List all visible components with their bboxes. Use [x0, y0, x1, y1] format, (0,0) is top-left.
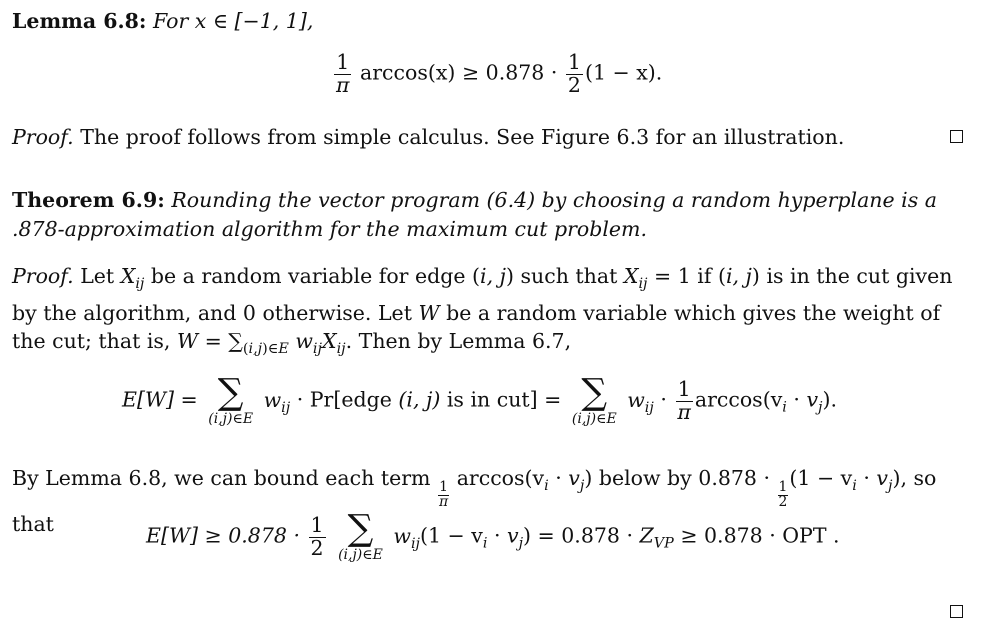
lemma-equation	[332, 52, 662, 96]
lemma-frac-1-pi: $\frac{1}{\pi}$	[336, 50, 350, 97]
lemma-label: Lemma 6.8:	[12, 9, 147, 33]
qed-box-icon	[950, 130, 963, 143]
bound-equation: E[W] ≥ 0.878 · $\frac{1}{2}$ ∑ (i,j)∈E $w_{ij}(1 - v_i \cdot v_j) = 0.878 \cdot Z_{VP} \ge 0.878$ · OPT .	[146, 508, 840, 564]
lemma-arccos: arccos(x)	[360, 60, 456, 85]
theorem-proof-paragraph: Proof. Let $X_{ij}$ be a random variable for edge (i, j) such that $X_{ij} = 1$ if (i, j) is in the cut given by the algorithm, and 0 otherwise. Let W be a random variable which gives the weight of the cut; that is, $W = \sum_{(i,j)\in E}$ $w_{ij}X_{ij}$. Then by Lemma 6.7,	[12, 264, 953, 358]
theorem-text: Rounding the vector program (6.4) by choosing a random hyperplane is a .878-approximation algorithm for the maximum cut problem.	[12, 188, 937, 241]
lemma-relation: ≥ 0.878 ·	[461, 60, 558, 85]
proof-label: Proof.	[12, 264, 74, 288]
expectation-equation: E[W] = ∑ (i,j)∈E $w_{ij}$ · Pr[edge (i, j) is in cut] = ∑ (i,j)∈E $w_{ij}$ · $\frac{1}{\pi}$ $\arccos(v_i \cdot v_j)$.	[122, 372, 838, 428]
bound-paragraph: By Lemma 6.8, we can bound each term $\frac{1}{\pi}$ $\arccos(v_i \cdot v_j)$ below by 0.878 · $\frac{1}{2}$ $(1 - v_i \cdot v_j)$, so that	[12, 466, 937, 537]
eq1-lhs: E[W] =	[122, 387, 198, 412]
lemma-statement	[12, 7, 970, 36]
theorem-statement	[12, 186, 970, 243]
proof-label: Proof.	[12, 125, 74, 149]
sum-icon: ∑ (i,j)∈E	[338, 508, 383, 564]
theorem-label: Theorem 6.9:	[12, 188, 165, 212]
lemma-frac-half: $\frac{1}{2}$	[567, 50, 581, 97]
eq2-frac-half: $\frac{1}{2}$	[310, 513, 324, 560]
eq2-lhs: E[W] ≥ 0.878 ·	[146, 523, 300, 548]
lemma-text: For x ∈ [−1, 1],	[153, 9, 314, 33]
lemma-proof	[12, 123, 970, 152]
lemma-proof-text: The proof follows from simple calculus. See Figure 6.3 for an illustration.	[80, 125, 845, 149]
sum-icon: ∑ (i,j)∈E	[208, 372, 254, 428]
eq1-frac-1-pi: $\frac{1}{\pi}$	[677, 377, 691, 424]
sum-icon: ∑ (i,j)∈E	[571, 372, 617, 428]
lemma-rhs-tail: (1 − x).	[584, 60, 663, 85]
qed-box-icon	[950, 605, 963, 618]
